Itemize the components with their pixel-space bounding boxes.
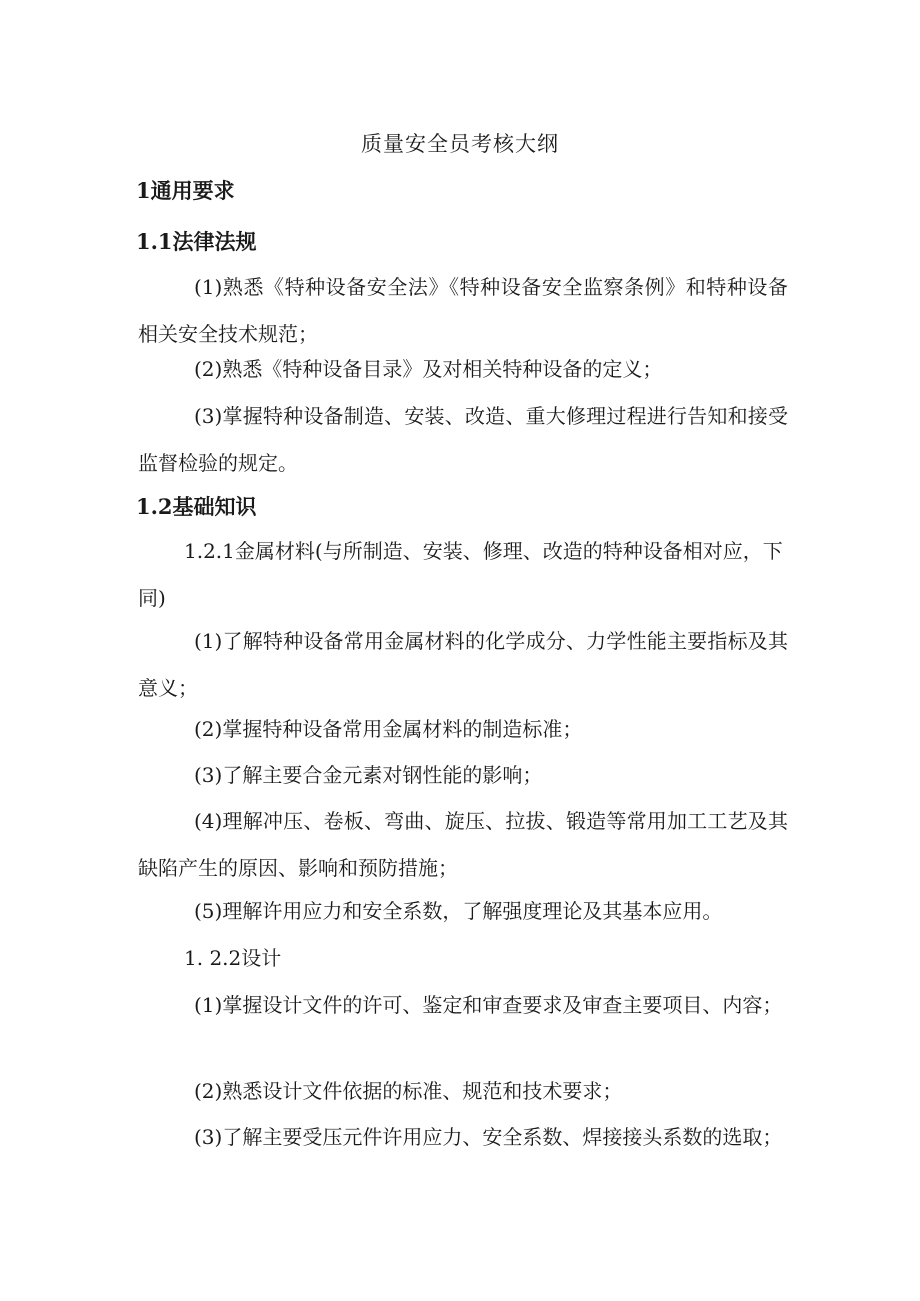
paragraph-1-1-3: (3)掌握特种设备制造、安装、改造、重大修理过程进行告知和接受监督检验的规定。	[138, 404, 788, 475]
paragraph-1-2-1-4: (4)理解冲压、卷板、弯曲、旋压、拉拔、锻造等常用加工工艺及其缺陷产生的原因、影响和预防措施；	[138, 809, 788, 880]
paragraph-1-2-1-2: (2)掌握特种设备常用金属材料的制造标准；	[194, 717, 583, 741]
heading-1-1: 1.1法律法规	[136, 229, 257, 254]
paragraph-1-2-2-3: (3)了解主要受压元件许用应力、安全系数、焊接接头系数的选取；	[194, 1125, 783, 1149]
paragraph-1-2-1-3: (3)了解主要合金元素对钢性能的影响；	[194, 763, 543, 787]
paragraph-1-2-2-2: (2)熟悉设计文件依据的标准、规范和技术要求；	[194, 1079, 623, 1103]
paragraph-1-2-1-1: (1)了解特种设备常用金属材料的化学成分、力学性能主要指标及其意义；	[138, 629, 788, 700]
heading-1-2-1: 1.2.1金属材料(与所制造、安装、修理、改造的特种设备相对应，下同)	[138, 539, 783, 610]
heading-1-2: 1.2基础知识	[136, 494, 257, 519]
paragraph-1-2-1-5: (5)理解许用应力和安全系数，了解强度理论及其基本应用。	[194, 899, 723, 923]
paragraph-1-1-1: (1)熟悉《特种设备安全法》《特种设备安全监察条例》和特种设备相关安全技术规范；	[138, 275, 788, 346]
paragraph-1-2-2-1: (1)掌握设计文件的许可、鉴定和审查要求及审查主要项目、内容；	[194, 993, 783, 1017]
heading-1: 1通用要求	[136, 178, 235, 203]
heading-1-2-2: 1. 2.2设计	[184, 946, 282, 970]
paragraph-1-1-2: (2)熟悉《特种设备目录》及对相关特种设备的定义；	[194, 357, 663, 381]
document-title: 质量安全员考核大纲	[361, 132, 559, 156]
